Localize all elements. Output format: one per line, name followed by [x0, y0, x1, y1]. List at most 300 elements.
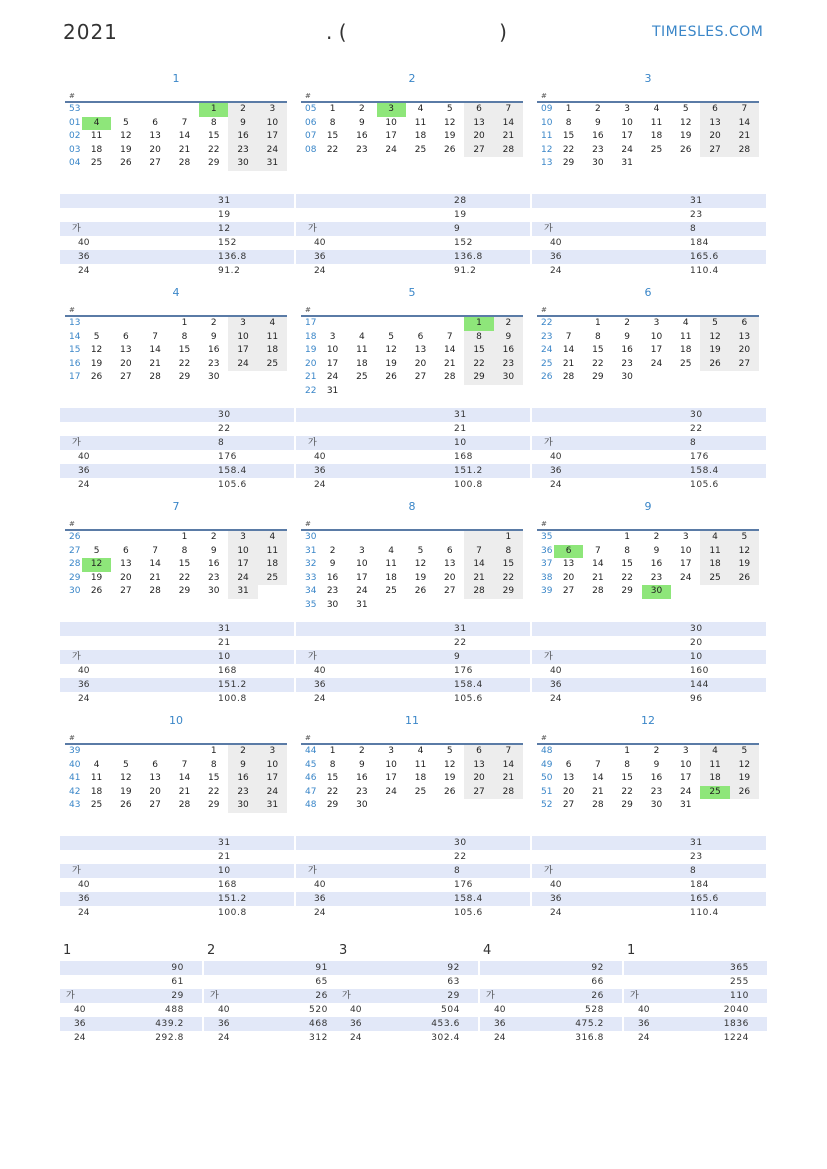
stat-value: 22	[454, 638, 467, 648]
week-row	[537, 317, 759, 331]
stat-row	[296, 408, 530, 422]
day-cell: 26	[385, 372, 397, 382]
stat-label: 36	[314, 680, 326, 690]
day-cell: 19	[90, 358, 103, 369]
stat-value: 110	[730, 991, 749, 1001]
stat-row	[60, 892, 294, 906]
stat-row	[296, 678, 530, 692]
month-title: 1	[172, 72, 180, 85]
day-cell: 3	[258, 103, 287, 117]
stat-row	[624, 1003, 767, 1017]
stat-label: 36	[78, 680, 90, 690]
stat-row	[296, 222, 530, 236]
week-number-header: #	[69, 92, 75, 100]
week-row	[65, 745, 287, 759]
day-cell: 29	[592, 372, 604, 382]
stat-label	[296, 850, 382, 864]
year-title: 2021	[63, 20, 118, 44]
stat-value: 65	[315, 977, 328, 987]
day-cell: 25	[90, 158, 103, 168]
stat-label	[624, 961, 694, 975]
stat-label	[60, 194, 146, 208]
day-cell: 23	[650, 786, 663, 797]
empty-day-cell	[494, 599, 523, 613]
stat-value: 30	[690, 410, 703, 420]
day-cell: 10	[326, 345, 339, 355]
month-calendar-7	[65, 500, 287, 599]
empty-day-cell	[377, 531, 406, 545]
day-cell: 20	[700, 130, 729, 144]
empty-day-cell	[464, 385, 493, 399]
day-cell: 26	[680, 144, 692, 155]
week-number: 06	[305, 117, 317, 128]
stat-row	[296, 422, 530, 436]
stat-value: 21	[218, 852, 231, 862]
stat-value: 31	[690, 838, 703, 848]
day-cell: 16	[621, 345, 633, 355]
empty-day-cell	[435, 531, 464, 545]
stat-label	[60, 422, 146, 436]
day-cell: 19	[730, 558, 759, 572]
stat-label: 36	[78, 252, 90, 262]
day-cell: 25	[258, 572, 287, 586]
week-row	[301, 331, 523, 345]
week-number: 23	[541, 331, 553, 342]
stat-label: 24	[350, 1033, 362, 1043]
stat-value: 176	[690, 452, 709, 462]
day-cell: 8	[329, 759, 336, 770]
stat-label	[60, 636, 146, 650]
stat-label: 40	[550, 666, 562, 676]
week-number: 35	[305, 599, 317, 610]
day-cell: 19	[444, 773, 456, 783]
week-number: 29	[69, 572, 81, 583]
stat-row	[532, 264, 766, 278]
stat-row	[60, 906, 294, 920]
stat-value: 30	[690, 624, 703, 634]
day-cell: 15	[178, 345, 191, 355]
day-cell: 6	[700, 103, 729, 117]
stat-row	[296, 692, 530, 706]
day-cell: 30	[208, 586, 220, 596]
month-title: 11	[405, 714, 419, 727]
week-number: 47	[305, 786, 317, 797]
stat-value: 30	[218, 410, 231, 420]
stat-value: 105.6	[454, 908, 483, 918]
day-cell: 21	[464, 572, 493, 586]
stat-value: 302.4	[431, 1033, 460, 1043]
stat-row	[296, 664, 530, 678]
day-cell: 22	[464, 358, 493, 372]
stat-row	[60, 250, 294, 264]
empty-day-cell	[406, 599, 435, 613]
stat-row	[296, 208, 530, 222]
day-cell: 5	[93, 331, 100, 342]
stat-row	[336, 1031, 478, 1045]
month-calendar-1	[65, 72, 287, 171]
day-cell: 14	[494, 117, 523, 131]
week-number: 11	[541, 131, 553, 141]
month-stats-5	[296, 408, 530, 492]
stat-row	[296, 264, 530, 278]
empty-day-cell	[347, 317, 376, 331]
day-cell: 5	[122, 117, 129, 128]
empty-day-cell	[258, 371, 287, 385]
stat-row	[60, 408, 294, 422]
week-row	[537, 759, 759, 773]
day-cell: 9	[494, 331, 523, 345]
stat-row	[60, 664, 294, 678]
stat-value: 8	[690, 438, 697, 448]
empty-day-cell	[141, 531, 170, 545]
month-title: 2	[408, 72, 416, 85]
stat-row	[204, 989, 346, 1003]
stat-label: 24	[494, 1033, 506, 1043]
day-cell: 18	[414, 131, 427, 141]
day-cell: 22	[178, 572, 191, 583]
day-cell: 2	[594, 104, 601, 114]
stat-label: 가	[308, 652, 317, 662]
empty-day-cell	[111, 745, 140, 759]
week-number: 18	[305, 331, 317, 342]
day-cell: 24	[385, 786, 397, 797]
stat-value: 100.8	[218, 694, 247, 704]
day-cell: 6	[464, 745, 493, 759]
day-cell: 4	[258, 317, 287, 331]
stat-row	[532, 836, 766, 850]
day-cell: 28	[149, 586, 161, 596]
stat-row	[60, 961, 202, 975]
stat-value: 29	[447, 991, 460, 1001]
day-cell: 5	[700, 317, 729, 331]
day-cell: 27	[464, 786, 493, 800]
empty-day-cell	[406, 385, 435, 399]
month-calendar-9	[537, 500, 759, 599]
empty-day-cell	[554, 317, 583, 331]
stat-label	[60, 408, 146, 422]
day-cell: 26	[414, 586, 427, 596]
day-cell: 1	[624, 746, 631, 756]
day-cell: 23	[228, 144, 257, 158]
stat-row	[532, 864, 766, 878]
day-cell: 8	[565, 117, 572, 128]
stat-value: 468	[309, 1019, 328, 1029]
month-title: 10	[169, 714, 183, 727]
week-number: 41	[69, 773, 81, 783]
stat-label: 24	[550, 908, 562, 918]
stat-label	[204, 961, 274, 975]
day-cell: 23	[208, 572, 220, 583]
day-cell: 17	[385, 131, 397, 141]
stat-value: 176	[454, 880, 473, 890]
day-cell: 20	[120, 358, 132, 369]
day-cell: 17	[258, 130, 287, 144]
day-cell: 12	[730, 759, 759, 773]
day-cell: 21	[149, 572, 161, 583]
day-cell: 5	[122, 759, 129, 770]
empty-day-cell	[141, 745, 170, 759]
day-cell: 7	[594, 759, 601, 770]
stat-label: 36	[314, 252, 326, 262]
stat-row	[336, 961, 478, 975]
day-cell: 10	[228, 545, 257, 559]
day-cell: 9	[358, 759, 365, 770]
stat-row	[624, 961, 767, 975]
day-cell: 4	[682, 318, 689, 328]
week-row	[301, 772, 523, 786]
stat-value: 2040	[723, 1005, 749, 1015]
stat-value: 168	[218, 880, 237, 890]
empty-day-cell	[82, 317, 111, 331]
stat-label	[60, 975, 130, 989]
stat-label: 가	[66, 991, 75, 1001]
stat-row	[480, 975, 622, 989]
day-cell: 23	[356, 786, 368, 797]
day-cell: 10	[680, 759, 692, 770]
stat-row	[532, 678, 766, 692]
empty-day-cell	[554, 745, 583, 759]
day-cell: 14	[178, 773, 191, 783]
day-cell: 11	[700, 759, 729, 773]
week-number: 27	[69, 545, 81, 556]
stat-row	[336, 989, 478, 1003]
day-cell: 12	[700, 331, 729, 345]
day-cell: 18	[356, 358, 368, 369]
day-cell: 15	[621, 773, 633, 783]
stat-value: 176	[454, 666, 473, 676]
empty-day-cell	[494, 799, 523, 813]
day-cell: 1	[565, 104, 572, 114]
day-cell: 29	[562, 158, 575, 168]
day-cell: 20	[149, 786, 161, 797]
week-number: 02	[69, 131, 81, 141]
week-number: 44	[305, 746, 317, 756]
day-cell: 6	[730, 317, 759, 331]
day-cell: 8	[494, 545, 523, 559]
day-cell: 26	[120, 800, 132, 810]
stat-row	[60, 450, 294, 464]
day-cell: 1	[494, 531, 523, 545]
day-cell: 10	[258, 759, 287, 773]
empty-day-cell	[464, 799, 493, 813]
stat-value: 151.2	[218, 894, 247, 904]
day-cell: 26	[730, 572, 759, 586]
stat-row	[296, 892, 530, 906]
quarter-title: 1	[627, 943, 636, 958]
week-row	[65, 103, 287, 117]
day-cell: 22	[208, 144, 220, 155]
stat-row	[532, 464, 766, 478]
week-row	[537, 371, 759, 385]
quarter-stats	[204, 961, 346, 1045]
stat-value: 10	[218, 652, 231, 662]
week-row	[301, 130, 523, 144]
day-cell: 24	[680, 786, 692, 797]
day-cell: 29	[178, 586, 191, 596]
stat-label	[60, 836, 146, 850]
day-cell: 4	[417, 104, 424, 114]
stat-value: 10	[218, 866, 231, 876]
stat-label: 36	[350, 1019, 362, 1029]
week-number: 17	[305, 318, 317, 328]
stat-row	[296, 436, 530, 450]
day-cell: 9	[228, 117, 257, 131]
week-number: 38	[541, 572, 553, 583]
stat-value: 158.4	[454, 680, 483, 690]
stat-row	[532, 650, 766, 664]
stat-row	[60, 989, 202, 1003]
day-cell: 22	[621, 572, 633, 583]
day-cell: 18	[385, 572, 397, 583]
stat-label: 가	[72, 652, 81, 662]
stat-row	[532, 236, 766, 250]
day-cell: 14	[464, 558, 493, 572]
day-cell: 15	[464, 344, 493, 358]
month-title: 6	[644, 286, 652, 299]
month-title: 3	[644, 72, 652, 85]
day-cell: 29	[494, 585, 523, 599]
stat-row	[296, 450, 530, 464]
day-cell: 1	[329, 746, 336, 756]
day-cell: 16	[592, 131, 604, 141]
site-logo[interactable]: TIMESLES.COM	[652, 24, 764, 40]
stat-label: 24	[74, 1033, 86, 1043]
day-cell: 11	[680, 331, 692, 342]
week-row	[301, 344, 523, 358]
day-cell: 28	[149, 372, 161, 382]
day-cell: 16	[356, 131, 368, 141]
day-cell: 18	[650, 131, 663, 141]
stat-row	[60, 878, 294, 892]
day-cell: 9	[329, 559, 336, 569]
day-cell: 8	[210, 117, 217, 128]
empty-day-cell	[377, 385, 406, 399]
week-row	[301, 599, 523, 613]
stat-row	[532, 250, 766, 264]
stat-label: 36	[78, 894, 90, 904]
stat-label: 가	[544, 866, 553, 876]
stat-row	[480, 1017, 622, 1031]
stat-label: 40	[314, 238, 326, 248]
stat-label	[532, 636, 618, 650]
week-row	[537, 558, 759, 572]
day-cell: 15	[592, 345, 604, 355]
week-number: 21	[305, 372, 317, 382]
week-row	[65, 117, 287, 131]
stat-label	[296, 194, 382, 208]
week-row	[537, 144, 759, 158]
empty-day-cell	[82, 745, 111, 759]
stat-row	[60, 1031, 202, 1045]
stat-label	[532, 408, 618, 422]
stat-row	[296, 622, 530, 636]
day-cell: 3	[258, 745, 287, 759]
month-stats-8	[296, 622, 530, 706]
day-cell: 19	[385, 358, 397, 369]
empty-day-cell	[141, 103, 170, 117]
empty-day-cell	[700, 371, 729, 385]
stat-row	[532, 194, 766, 208]
day-cell: 23	[326, 586, 339, 596]
day-cell: 1	[624, 532, 631, 542]
day-cell: 17	[385, 773, 397, 783]
stat-row	[60, 222, 294, 236]
stat-value: 31	[690, 196, 703, 206]
stat-label: 24	[550, 266, 562, 276]
stat-label: 24	[78, 266, 90, 276]
week-number: 22	[305, 385, 317, 396]
stat-value: 31	[218, 838, 231, 848]
week-number-header: #	[541, 520, 547, 528]
month-calendar-10	[65, 714, 287, 813]
week-number: 35	[541, 532, 553, 542]
empty-day-cell	[464, 531, 493, 545]
day-cell: 3	[329, 331, 336, 342]
day-cell: 21	[444, 358, 456, 369]
stat-value: 8	[690, 866, 697, 876]
day-cell: 10	[385, 117, 397, 128]
week-number: 37	[541, 559, 553, 569]
stat-label: 36	[550, 252, 562, 262]
stat-row	[532, 878, 766, 892]
day-cell: 7	[730, 103, 759, 117]
month-stats-10	[60, 836, 294, 920]
empty-day-cell	[464, 599, 493, 613]
day-cell: 1	[594, 318, 601, 328]
week-number: 15	[69, 345, 81, 355]
stat-value: 488	[165, 1005, 184, 1015]
week-row	[65, 358, 287, 372]
week-row	[301, 745, 523, 759]
month-title: 12	[641, 714, 655, 727]
month-title: 8	[408, 500, 416, 513]
day-cell: 7	[181, 759, 188, 770]
stat-label	[60, 622, 146, 636]
day-cell: 17	[680, 773, 692, 783]
stat-value: 528	[585, 1005, 604, 1015]
empty-day-cell	[435, 599, 464, 613]
stat-value: 92	[591, 963, 604, 973]
day-cell: 27	[149, 158, 161, 168]
week-row	[537, 585, 759, 599]
day-cell: 13	[149, 131, 161, 141]
week-number-header: #	[69, 306, 75, 314]
week-number: 10	[541, 117, 553, 128]
stat-value: 152	[218, 238, 237, 248]
empty-day-cell	[141, 317, 170, 331]
day-cell: 14	[149, 345, 161, 355]
week-number: 30	[69, 586, 81, 596]
stat-value: 19	[218, 210, 231, 220]
empty-day-cell	[406, 799, 435, 813]
day-cell: 6	[152, 759, 159, 770]
day-cell: 8	[210, 759, 217, 770]
empty-day-cell	[671, 157, 700, 171]
week-row	[537, 130, 759, 144]
day-cell: 22	[178, 358, 191, 369]
stat-value: 31	[218, 196, 231, 206]
stat-value: 453.6	[431, 1019, 460, 1029]
stat-label	[204, 975, 274, 989]
week-row	[301, 799, 523, 813]
stat-label: 36	[638, 1019, 650, 1029]
day-cell: 10	[650, 331, 663, 342]
stat-row	[296, 250, 530, 264]
stat-value: 26	[315, 991, 328, 1001]
week-number: 36	[541, 545, 553, 556]
day-cell: 21	[730, 130, 759, 144]
day-cell: 17	[326, 358, 339, 369]
